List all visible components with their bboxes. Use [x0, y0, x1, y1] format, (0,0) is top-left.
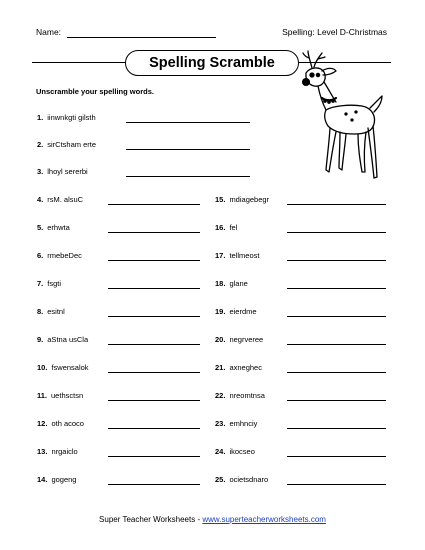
scrambled-word: iinwnkgti gilsth [47, 113, 96, 122]
spelling-item [37, 475, 76, 487]
item-number: 9. [37, 335, 44, 344]
spelling-item [215, 335, 263, 347]
scrambled-word: esitnl [47, 307, 65, 316]
answer-line[interactable] [287, 372, 386, 373]
scrambled-word: aStna usCla [47, 335, 89, 344]
answer-line[interactable] [108, 288, 200, 289]
item-number: 2. [37, 140, 44, 149]
answer-line[interactable] [287, 344, 386, 345]
footer-text: Super Teacher Worksheets - [99, 515, 203, 524]
item-number: 1. [37, 113, 44, 122]
answer-line[interactable] [126, 176, 250, 177]
spelling-item [215, 391, 265, 403]
answer-line[interactable] [287, 456, 386, 457]
answer-line[interactable] [287, 260, 386, 261]
scrambled-word: nrgaiclo [51, 447, 78, 456]
item-number: 19. [215, 307, 226, 316]
name-answer-line[interactable] [67, 37, 216, 38]
item-number: 8. [37, 307, 44, 316]
spelling-item [37, 113, 96, 125]
spelling-item [37, 251, 82, 263]
item-number: 15. [215, 195, 226, 204]
scrambled-word: rmebeDec [47, 251, 82, 260]
item-number: 6. [37, 251, 44, 260]
scrambled-word: fswensalok [51, 363, 89, 372]
item-number: 21. [215, 363, 226, 372]
answer-line[interactable] [108, 344, 200, 345]
scrambled-word: axneghec [229, 363, 262, 372]
scrambled-word: oth acoco [51, 419, 84, 428]
item-number: 11. [37, 391, 48, 400]
spelling-item [215, 223, 237, 235]
item-number: 7. [37, 279, 44, 288]
answer-line[interactable] [108, 484, 200, 485]
spelling-item [37, 140, 96, 152]
scrambled-word: ocietsdnaro [229, 475, 269, 484]
answer-line[interactable] [287, 316, 386, 317]
item-number: 5. [37, 223, 44, 232]
answer-line[interactable] [287, 232, 386, 233]
answer-line[interactable] [287, 428, 386, 429]
answer-line[interactable] [108, 232, 200, 233]
spelling-item [37, 447, 78, 459]
reindeer-illustration [296, 48, 386, 186]
item-number: 20. [215, 335, 226, 344]
answer-line[interactable] [108, 204, 200, 205]
answer-line[interactable] [126, 149, 250, 150]
answer-line[interactable] [108, 400, 200, 401]
spelling-item [215, 447, 255, 459]
item-number: 16. [215, 223, 226, 232]
spelling-item [37, 391, 83, 403]
answer-line[interactable] [108, 372, 200, 373]
item-number: 23. [215, 419, 226, 428]
spelling-item [215, 363, 262, 375]
item-number: 25. [215, 475, 226, 484]
spelling-item [37, 363, 89, 375]
header-course: Spelling: Level D-Christmas [282, 27, 387, 37]
item-number: 14. [37, 475, 48, 484]
spelling-item [37, 167, 88, 179]
scrambled-word: uethsctsn [51, 391, 84, 400]
item-number: 10. [37, 363, 48, 372]
header-name-label: Name: [36, 27, 62, 37]
spelling-item [215, 419, 257, 431]
page-title: Spelling Scramble [125, 50, 299, 76]
answer-line[interactable] [108, 456, 200, 457]
footer-link[interactable]: www.superteacherworksheets.com [202, 515, 326, 524]
scrambled-word: rsM. alsuC [47, 195, 84, 204]
item-number: 22. [215, 391, 226, 400]
scrambled-word: glane [229, 279, 248, 288]
answer-line[interactable] [287, 400, 386, 401]
scrambled-word: emhnciy [229, 419, 258, 428]
answer-line[interactable] [287, 288, 386, 289]
spelling-item [215, 251, 259, 263]
spelling-item [215, 195, 269, 207]
scrambled-word: sirCtsham erte [47, 140, 97, 149]
scrambled-word: nreomtnsa [229, 391, 265, 400]
answer-line[interactable] [126, 122, 250, 123]
spelling-item [37, 419, 84, 431]
item-number: 13. [37, 447, 48, 456]
footer [0, 515, 425, 524]
spelling-item [37, 279, 61, 291]
spelling-item [215, 475, 268, 487]
scrambled-word: eierdme [229, 307, 257, 316]
scrambled-word: mdiagebegr [229, 195, 270, 204]
spelling-item [37, 335, 88, 347]
scrambled-word: fsgti [47, 279, 62, 288]
spelling-item [37, 307, 65, 319]
answer-line[interactable] [287, 484, 386, 485]
scrambled-word: tellmeost [229, 251, 260, 260]
scrambled-word: ikocseo [229, 447, 255, 456]
answer-line[interactable] [108, 316, 200, 317]
item-number: 24. [215, 447, 226, 456]
scrambled-word: lhoyl sererbi [47, 167, 88, 176]
spelling-item [215, 279, 248, 291]
spelling-item [37, 223, 70, 235]
item-number: 18. [215, 279, 226, 288]
item-number: 3. [37, 167, 44, 176]
item-number: 17. [215, 251, 226, 260]
item-number: 4. [37, 195, 44, 204]
instructions: Unscramble your spelling words. [36, 87, 154, 96]
spelling-item [215, 307, 257, 319]
scrambled-word: negrveree [229, 335, 264, 344]
item-number: 12. [37, 419, 48, 428]
spelling-item [37, 195, 83, 207]
scrambled-word: fel [229, 223, 238, 232]
answer-line[interactable] [108, 428, 200, 429]
scrambled-word: gogeng [51, 475, 77, 484]
scrambled-word: erhwta [47, 223, 70, 232]
answer-line[interactable] [287, 204, 386, 205]
answer-line[interactable] [108, 260, 200, 261]
